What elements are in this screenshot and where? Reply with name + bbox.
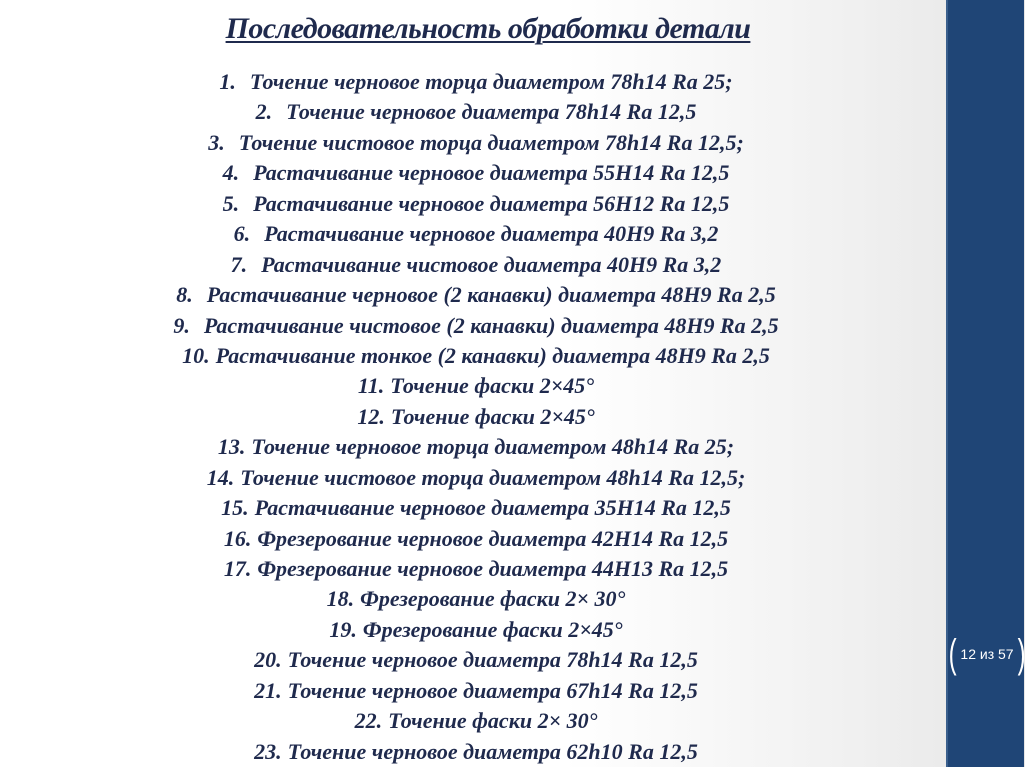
step-text: Точение черновое диаметра 78h14 Ra 12,5 — [287, 647, 698, 673]
list-item — [0, 67, 952, 97]
list-item — [0, 554, 952, 584]
list-item — [0, 189, 952, 219]
list-item — [0, 584, 952, 614]
step-text: Точение чистовое торца диаметром 78h14 Ra 12,5; — [238, 129, 744, 155]
list-item — [0, 280, 952, 310]
step-text: Фрезерование фаски 2× 30° — [360, 586, 626, 612]
step-number: 5. — [222, 190, 240, 216]
step-text: Растачивание чистовое (2 канавки) диаметра 48H9 Ra 2,5 — [203, 312, 779, 338]
list-item — [0, 97, 952, 127]
list-item — [0, 311, 952, 341]
step-number: 11. — [357, 373, 385, 399]
step-number: 14. — [206, 464, 235, 490]
slide-title: Последовательность обработки детали — [225, 12, 751, 45]
step-number: 2. — [255, 99, 273, 125]
step-number: 6. — [233, 221, 251, 247]
step-text: Фрезерование фаски 2×45° — [362, 616, 623, 642]
list-item — [0, 158, 952, 188]
step-number: 12. — [357, 403, 385, 429]
list-item — [0, 493, 952, 523]
list-item — [0, 219, 952, 249]
list-item — [0, 402, 952, 432]
step-text: Точение черновое диаметра 67h14 Ra 12,5 — [287, 677, 698, 703]
step-text: Точение фаски 2×45° — [390, 373, 595, 399]
step-text: Точение черновое диаметра 78h14 Ra 12,5 — [286, 99, 697, 125]
step-number: 8. — [176, 282, 193, 308]
step-number: 4. — [222, 160, 240, 186]
list-item — [0, 676, 952, 706]
step-number: 23. — [254, 738, 282, 764]
page-indicator[interactable] — [948, 632, 1025, 676]
step-number: 3. — [208, 129, 225, 155]
step-text: Точение черновое диаметра 62h10 Ra 12,5 — [287, 738, 698, 764]
list-item — [0, 341, 952, 371]
step-number: 22. — [354, 708, 383, 734]
step-number: 20. — [254, 647, 282, 673]
list-item — [0, 128, 952, 158]
step-text: Растачивание черновое диаметра 40H9 Ra 3,2 — [264, 221, 719, 247]
step-number: 16. — [223, 525, 252, 551]
step-text: Растачивание чистовое диаметра 40H9 Ra 3,2 — [261, 251, 722, 277]
list-item — [0, 524, 952, 554]
step-text: Точение черновое торца диаметром 78h14 Ra 25; — [249, 69, 733, 94]
list-item — [0, 645, 952, 675]
step-text: Растачивание черновое (2 канавки) диаметра 48H9 Ra 2,5 — [206, 282, 776, 308]
step-text: Точение черновое торца диаметром 48h14 Ra 25; — [251, 434, 735, 460]
list-item — [0, 737, 952, 767]
step-text: Фрезерование черновое диаметра 42H14 Ra 12,5 — [257, 525, 729, 551]
step-number: 21. — [254, 677, 282, 703]
right-brace-icon: ) — [1017, 632, 1025, 676]
left-brace-icon: ( — [948, 632, 957, 676]
step-number: 7. — [230, 251, 248, 277]
step-text: Растачивание тонкое (2 канавки) диаметра 48H9 Ra 2,5 — [215, 342, 770, 368]
step-text: Точение фаски 2× 30° — [388, 708, 598, 734]
step-number: 18. — [326, 586, 355, 612]
step-number: 9. — [173, 312, 190, 338]
step-number: 1. — [219, 69, 236, 94]
step-text: Фрезерование черновое диаметра 44H13 Ra 12,5 — [257, 556, 729, 581]
step-number: 17. — [223, 556, 252, 581]
list-item — [0, 615, 952, 645]
step-text: Точение чистовое торца диаметром 48h14 Ra 12,5; — [240, 464, 746, 490]
step-text: Растачивание черновое диаметра 55H14 Ra 12,5 — [253, 160, 730, 186]
processing-steps-list — [0, 67, 952, 767]
list-item — [0, 432, 952, 462]
step-number: 19. — [329, 616, 357, 642]
step-text: Растачивание черновое диаметра 56H12 Ra 12,5 — [253, 190, 730, 216]
list-item — [0, 250, 952, 280]
step-text: Точение фаски 2×45° — [390, 403, 595, 429]
step-number: 15. — [221, 495, 249, 521]
step-number: 13. — [217, 434, 246, 460]
step-number: 10. — [182, 342, 210, 368]
list-item — [0, 706, 952, 736]
list-item — [0, 371, 952, 401]
step-text: Растачивание черновое диаметра 35H14 Ra 12,5 — [254, 495, 731, 521]
list-item — [0, 463, 952, 493]
page-counter: 12 из 57 — [960, 646, 1014, 662]
